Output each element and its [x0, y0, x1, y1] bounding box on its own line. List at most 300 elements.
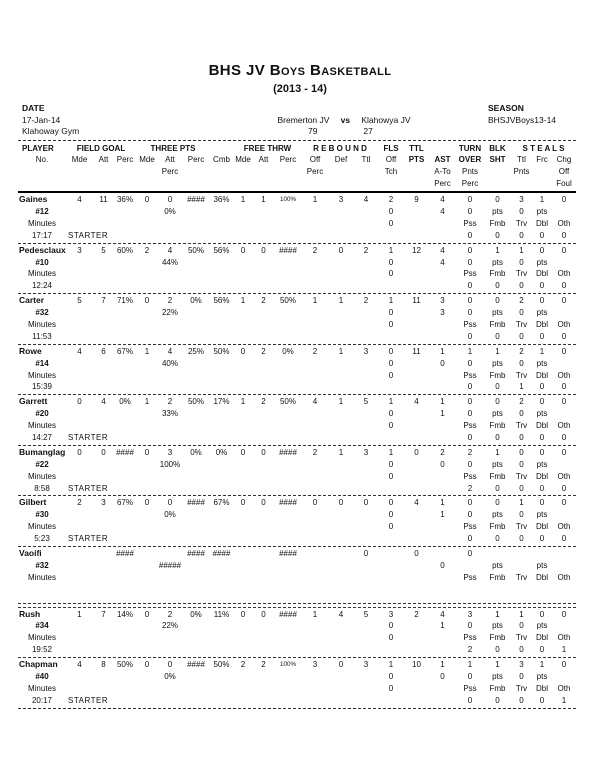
- starter-flag: [66, 331, 136, 343]
- stat-fouls-tch: 0: [388, 308, 394, 318]
- stat-3p-made: 0: [144, 195, 150, 205]
- stat-pts: 4: [414, 498, 419, 508]
- stat-3p-made: 0: [144, 498, 150, 508]
- player-number: #12: [35, 206, 49, 216]
- stat-stl-chg: 0: [561, 660, 567, 670]
- game-info: [0, 103, 600, 138]
- stat-to-dbl: 0: [539, 331, 545, 341]
- col-header-total: TTL: [409, 143, 424, 153]
- stat-stl-chg: 0: [561, 498, 567, 508]
- starter-flag: [66, 584, 136, 596]
- label-dbl: Dbl: [535, 633, 548, 643]
- minutes-value: 14:27: [31, 432, 53, 442]
- stat-stl-pts-label: pts: [536, 257, 548, 267]
- stat-to-pnts: 0: [467, 206, 473, 216]
- stat-to-dbl: 0: [539, 483, 545, 493]
- label-pss: Pss: [463, 421, 477, 431]
- col-header-fouls: FLS: [383, 143, 399, 153]
- stat-reb-ttl: 2: [363, 296, 369, 306]
- stat-to-oth: 0: [561, 331, 567, 341]
- stat-to: 0: [467, 549, 473, 558]
- stat-ft-made: 0: [240, 245, 246, 255]
- stat-to-fmb: 0: [495, 534, 500, 544]
- stat-to-oth: 1: [561, 695, 567, 705]
- stat-ft-perc: ####: [279, 549, 297, 558]
- label-oth: Oth: [557, 370, 571, 380]
- stat-to-oth: 1: [561, 645, 567, 655]
- label-dbl: Dbl: [535, 683, 548, 693]
- stat-ft-perc: ####: [279, 447, 297, 457]
- label-pss: Pss: [463, 522, 477, 532]
- stat-stl-frc: 0: [539, 609, 545, 619]
- vs-label: vs: [340, 114, 351, 125]
- label-fmb: Fmb: [489, 421, 506, 431]
- stat-stl-ttl: 2: [519, 296, 524, 306]
- stat-fg-made: 4: [77, 660, 82, 670]
- col-header-stl-chg: Chg: [556, 155, 572, 165]
- stat-to: 1: [467, 660, 473, 670]
- stat-to-trv: 0: [519, 483, 524, 493]
- player-block: [18, 446, 576, 496]
- stat-to-oth: 0: [561, 483, 567, 493]
- stat-stl-chg: 0: [561, 346, 567, 356]
- stat-fouls-3: 0: [388, 522, 394, 532]
- stat-to-dbl: 0: [539, 645, 545, 655]
- stat-stl-chg: 0: [561, 447, 567, 457]
- stat-stl-frc: 1: [539, 195, 545, 205]
- stat-to-pnts: 0: [467, 672, 473, 682]
- label-fmb: Fmb: [489, 633, 506, 643]
- label-pss: Pss: [463, 319, 477, 329]
- player-name: Chapman: [19, 659, 58, 670]
- minutes-label: Minutes: [27, 572, 56, 582]
- stat-reb-off: 2: [312, 346, 318, 356]
- stat-stl-ttl: 0: [519, 447, 524, 457]
- stat-to-pts-label: pts: [492, 358, 503, 368]
- stat-3p-perc: ####: [187, 195, 205, 205]
- stat-3p-made: 0: [144, 447, 150, 457]
- stat-to-dbl: [532, 584, 552, 596]
- stat-3p-att-perc: #####: [158, 560, 182, 570]
- stat-fouls-tch: 0: [388, 510, 394, 520]
- label-oth: Oth: [557, 218, 571, 228]
- stat-stl-frc: 1: [539, 346, 545, 356]
- stat-fg-att: 3: [101, 498, 106, 508]
- label-fmb: Fmb: [489, 319, 506, 329]
- label-dbl: Dbl: [535, 370, 548, 380]
- season-block: [488, 103, 600, 138]
- stat-fg-perc: 67%: [116, 498, 133, 508]
- stat-cmb: 56%: [213, 245, 230, 255]
- stat-stl-ttl: 3: [519, 195, 524, 205]
- stat-to-pts-label: pts: [492, 308, 503, 318]
- stat-reb-def: 0: [338, 245, 344, 255]
- stat-pts: 0: [414, 447, 419, 457]
- stat-fouls-tch: 0: [388, 672, 394, 682]
- stat-fouls-3: 0: [388, 633, 394, 643]
- stat-fouls: 0: [388, 346, 394, 356]
- stat-stl-frc: 1: [539, 660, 545, 670]
- col-header-ft-made: Mde: [235, 155, 251, 165]
- stat-stl-frc: 0: [539, 498, 545, 508]
- player-name: Rowe: [19, 345, 42, 356]
- starter-flag: [66, 644, 136, 656]
- stat-ast: 4: [440, 195, 445, 205]
- stat-to-fmb: 0: [495, 645, 500, 655]
- stat-3p-att: 0: [167, 660, 173, 670]
- home-score: 79: [307, 126, 318, 136]
- stat-3p-perc: ####: [187, 660, 205, 670]
- stat-reb-ttl: 3: [363, 660, 369, 670]
- minutes-value: 19:52: [31, 645, 53, 655]
- stat-to-trv: 0: [519, 331, 524, 341]
- stat-ast-a-to: 4: [440, 257, 445, 267]
- stat-fg-made: 5: [77, 296, 82, 306]
- stat-fouls-tch: 0: [388, 409, 394, 419]
- stat-fouls: 1: [388, 447, 394, 457]
- stat-cmb: 0%: [215, 447, 228, 457]
- player-number: #30: [35, 510, 49, 520]
- stat-cmb: 50%: [213, 346, 230, 356]
- stat-ft-made: 1: [240, 397, 246, 407]
- label-trv: Trv: [515, 683, 528, 693]
- stat-fouls-3: 0: [388, 683, 394, 693]
- label-fmb: Fmb: [489, 218, 506, 228]
- stat-reb-off: 2: [312, 447, 318, 457]
- label-trv: Trv: [515, 319, 528, 329]
- stat-3p-att-perc: 0%: [164, 206, 176, 216]
- stat-3p-made: 1: [144, 397, 150, 407]
- stat-to-fmb: 0: [495, 432, 500, 442]
- label-trv: Trv: [515, 370, 528, 380]
- player-number: #14: [35, 358, 49, 368]
- label-oth: Oth: [557, 319, 571, 329]
- stat-to-pss: 0: [467, 331, 473, 341]
- label-dbl: Dbl: [535, 319, 548, 329]
- stat-reb-def: 1: [338, 447, 344, 457]
- col-header-to-perc: Perc: [461, 179, 479, 189]
- stat-reb-def: 1: [338, 346, 344, 356]
- label-dbl: Dbl: [535, 218, 548, 228]
- stat-ft-att: 0: [261, 245, 266, 255]
- stat-reb-def: 3: [338, 195, 344, 205]
- player-number: #10: [35, 257, 49, 267]
- stat-ast-a-to: 1: [440, 510, 445, 520]
- stat-to-dbl: 0: [539, 281, 545, 291]
- stat-3p-att: 4: [167, 346, 173, 356]
- stat-blk: [484, 548, 511, 560]
- stat-ft-made: 1: [240, 296, 246, 306]
- player-name: Pedesclaux: [19, 244, 66, 255]
- stat-to-trv: 0: [519, 432, 524, 442]
- stat-reb-ttl: 0: [363, 498, 369, 508]
- stat-3p-made: 0: [144, 609, 150, 619]
- stat-fg-made: 3: [77, 245, 82, 255]
- stat-3p-att: 2: [167, 397, 173, 407]
- stat-reb-ttl: 2: [363, 245, 369, 255]
- stat-to: 0: [467, 245, 473, 255]
- stat-to-fmb: 0: [495, 382, 500, 392]
- col-header-stl-frc: Frc: [536, 155, 548, 165]
- stat-fg-perc: 60%: [116, 245, 133, 255]
- player-block: [18, 193, 576, 243]
- label-trv: Trv: [515, 572, 528, 582]
- player-number: #34: [35, 621, 49, 631]
- player-block: [18, 496, 576, 546]
- stat-stl-pts-label: pts: [536, 308, 548, 318]
- stat-3p-perc: 0%: [190, 296, 202, 306]
- stat-cmb: 36%: [213, 195, 230, 205]
- minutes-label: Minutes: [27, 269, 56, 279]
- stat-to-pss: 2: [467, 645, 473, 655]
- stat-to-pnts: 0: [467, 409, 473, 419]
- label-dbl: Dbl: [535, 572, 548, 582]
- stat-blk: 1: [495, 245, 500, 255]
- stat-stl-chg: 0: [561, 195, 567, 205]
- stat-to-pnts: 0: [467, 459, 473, 469]
- stat-fg-perc: 67%: [116, 346, 133, 356]
- col-header-ast: AST: [434, 155, 451, 165]
- stat-stl-pnts: 0: [519, 672, 524, 682]
- stat-to-pss: 0: [467, 230, 473, 240]
- player-name: Garrett: [19, 396, 48, 407]
- stat-to: 1: [467, 346, 473, 356]
- stat-ast-a-to: 1: [440, 409, 445, 419]
- stat-cmb: 67%: [213, 498, 230, 508]
- player-number: #22: [35, 459, 49, 469]
- player-number: #40: [35, 672, 49, 682]
- col-header-fg-att: Att: [98, 155, 109, 165]
- stat-to-pts-label: pts: [492, 621, 503, 631]
- stat-reb-off: 1: [312, 609, 318, 619]
- label-oth: Oth: [557, 572, 571, 582]
- stat-ast: 1: [440, 346, 445, 356]
- stat-stl-pnts: 0: [519, 409, 524, 419]
- stat-fg-made: 0: [77, 397, 82, 407]
- stat-stl-ttl: 1: [519, 609, 524, 619]
- stat-pts: 12: [412, 245, 421, 255]
- stat-pts: 10: [412, 660, 421, 670]
- stat-reb-ttl: 4: [363, 195, 369, 205]
- stat-fg-att: 6: [101, 346, 106, 356]
- col-header-off-perc: Perc: [306, 167, 324, 177]
- label-oth: Oth: [557, 633, 571, 643]
- stat-3p-made: 1: [144, 346, 150, 356]
- stat-fouls-tch: 0: [388, 206, 394, 216]
- label-oth: Oth: [557, 421, 571, 431]
- stat-to: 0: [467, 195, 473, 205]
- stat-stl-chg: 0: [561, 609, 567, 619]
- stat-stl-ttl: 3: [519, 660, 524, 670]
- minutes-value: 15:39: [31, 382, 53, 392]
- stat-stl-chg: 0: [561, 397, 567, 407]
- stat-to-oth: 0: [561, 534, 567, 544]
- stat-stl-ttl: 1: [519, 245, 524, 255]
- stat-ast: 2: [440, 447, 445, 457]
- label-fmb: Fmb: [489, 522, 506, 532]
- stat-fouls-3: 0: [388, 421, 394, 431]
- stat-to: 0: [467, 397, 473, 407]
- stat-fg-att: 5: [101, 245, 106, 255]
- stat-cmb: 50%: [213, 660, 230, 670]
- label-pss: Pss: [463, 218, 477, 228]
- stat-pts: 4: [414, 397, 419, 407]
- label-oth: Oth: [557, 683, 571, 693]
- stat-ft-att: 2: [261, 296, 266, 306]
- player-name: Carter: [19, 295, 45, 306]
- minutes-label: Minutes: [27, 319, 56, 329]
- stat-to-oth: [552, 584, 576, 596]
- col-header-sht: SHT: [489, 155, 506, 165]
- minutes-label: Minutes: [27, 522, 56, 532]
- table-header: [18, 141, 576, 192]
- stat-stl-pts-label: pts: [536, 459, 548, 469]
- col-header-3p-perc: Perc: [187, 155, 205, 165]
- stat-to-trv: 0: [519, 230, 524, 240]
- stat-reb-ttl: 3: [363, 447, 369, 457]
- stat-ft-att: 0: [261, 609, 266, 619]
- matchup: [269, 115, 419, 138]
- stat-stl-pts-label: pts: [536, 409, 548, 419]
- minutes-label: Minutes: [27, 471, 56, 481]
- stat-pts: 11: [412, 296, 421, 306]
- col-header-reb-def: Def: [334, 155, 348, 165]
- col-header-pts: PTS: [408, 155, 425, 165]
- stat-blk: 0: [495, 195, 500, 205]
- stat-3p-att: 4: [167, 245, 173, 255]
- stat-to-pnts: 0: [467, 621, 473, 631]
- minutes-value: 20:17: [31, 695, 53, 705]
- stat-reb-off: 4: [312, 397, 318, 407]
- stat-ft-perc: ####: [279, 245, 297, 255]
- stat-to-trv: 0: [519, 645, 524, 655]
- stat-stl-pts-label: pts: [536, 510, 548, 520]
- date-value: 17-Jan-14: [22, 114, 61, 125]
- player-name: Gilbert: [19, 497, 47, 508]
- away-team: Klahowya JV: [361, 114, 411, 125]
- stat-ft-made: 0: [240, 609, 246, 619]
- player-number: #32: [35, 308, 49, 318]
- stat-fouls-3: 0: [388, 370, 394, 380]
- stat-stl-pnts: [511, 560, 532, 572]
- col-header-fls-off: Off: [385, 155, 397, 165]
- stat-fg-perc: ####: [116, 447, 134, 457]
- stat-fouls-3: 0: [388, 319, 394, 329]
- minutes-value: 8:58: [34, 483, 50, 493]
- stat-ast: 4: [440, 609, 445, 619]
- stat-reb-off: [302, 548, 328, 560]
- stat-stl-pnts: 0: [519, 621, 524, 631]
- stat-to-oth: 0: [561, 281, 567, 291]
- minutes-label: Minutes: [27, 218, 56, 228]
- col-header-turn: TURN: [458, 143, 482, 153]
- stat-to-pnts: 0: [467, 257, 473, 267]
- col-header-ft-att: Att: [258, 155, 269, 165]
- label-pss: Pss: [463, 633, 477, 643]
- minutes-label: Minutes: [27, 370, 56, 380]
- label-dbl: Dbl: [535, 522, 548, 532]
- label-dbl: Dbl: [535, 471, 548, 481]
- stat-to: 3: [467, 609, 473, 619]
- stat-stl-chg: 0: [561, 296, 567, 306]
- col-header-player: PLAYER: [22, 143, 54, 153]
- stat-ft-perc: 50%: [279, 397, 296, 407]
- date-label: DATE: [22, 103, 45, 113]
- stat-stl-ttl: [511, 548, 532, 560]
- stat-to-pss: 0: [467, 432, 473, 442]
- stat-stl-pnts: 0: [519, 308, 524, 318]
- date-block: [0, 103, 200, 138]
- stat-to-pts-label: pts: [492, 409, 503, 419]
- stat-ft-att: 2: [261, 397, 266, 407]
- col-header-cmb: Cmb: [213, 155, 230, 165]
- col-header-tch: Tch: [384, 167, 398, 177]
- venue: Klahoway Gym: [22, 126, 80, 136]
- col-header-ft-perc: Perc: [279, 155, 297, 165]
- stat-fouls: 3: [388, 609, 394, 619]
- label-fmb: Fmb: [489, 683, 506, 693]
- col-header-ato-perc: Perc: [434, 179, 451, 189]
- label-fmb: Fmb: [489, 572, 506, 582]
- stat-to: 2: [467, 447, 473, 457]
- stat-fg-made: 0: [77, 447, 82, 457]
- stat-ft-att: [253, 548, 274, 560]
- minutes-label: Minutes: [27, 633, 56, 643]
- minutes-value: 5:23: [34, 534, 50, 544]
- col-header-field-goal: FIELD GOAL: [76, 143, 126, 153]
- stat-cmb: 56%: [213, 296, 230, 306]
- stat-to-dbl: 0: [539, 382, 545, 392]
- player-name: Rush: [19, 608, 41, 619]
- col-header-reb-off: Off: [309, 155, 321, 165]
- stat-fg-perc: 0%: [119, 397, 131, 407]
- stat-to-pnts: 0: [467, 308, 473, 318]
- stat-fouls-3: 0: [388, 269, 394, 279]
- label-pss: Pss: [463, 471, 477, 481]
- stat-3p-att-perc: 22%: [161, 621, 178, 631]
- stat-reb-ttl: 3: [363, 346, 369, 356]
- stat-to-fmb: 0: [495, 695, 500, 705]
- stat-stl-ttl: 1: [519, 498, 524, 508]
- stat-ft-perc: 0%: [282, 346, 294, 356]
- player-name: Gaines: [19, 194, 48, 205]
- stat-fg-att: 11: [99, 195, 108, 205]
- stat-to-pnts: 0: [467, 510, 473, 520]
- stat-fg-perc: ####: [116, 549, 134, 558]
- stat-3p-made: [136, 548, 158, 560]
- stat-stl-frc: 0: [539, 245, 545, 255]
- stat-fouls-tch: 0: [388, 621, 394, 631]
- stat-reb-def: 1: [338, 397, 344, 407]
- stat-to-pss: 0: [467, 382, 473, 392]
- col-header-3p-att-perc: Perc: [161, 167, 179, 177]
- col-header-fg-perc: Perc: [116, 155, 134, 165]
- minutes-value: 11:53: [32, 331, 52, 341]
- minutes-value: [18, 584, 66, 596]
- player-block: [18, 244, 576, 294]
- col-header-block: BLK: [489, 143, 506, 153]
- stat-cmb: 11%: [213, 609, 230, 619]
- stat-stl-ttl: 2: [519, 346, 524, 356]
- stat-fg-att: 4: [101, 397, 106, 407]
- col-header-three-pts: THREE PTS: [150, 143, 196, 153]
- stat-reb-def: [328, 548, 354, 560]
- stat-to-dbl: 0: [539, 695, 545, 705]
- stat-3p-att: [158, 548, 182, 560]
- season-label: SEASON: [488, 103, 524, 113]
- starter-flag: STARTER: [68, 432, 109, 442]
- away-score: 27: [363, 126, 373, 136]
